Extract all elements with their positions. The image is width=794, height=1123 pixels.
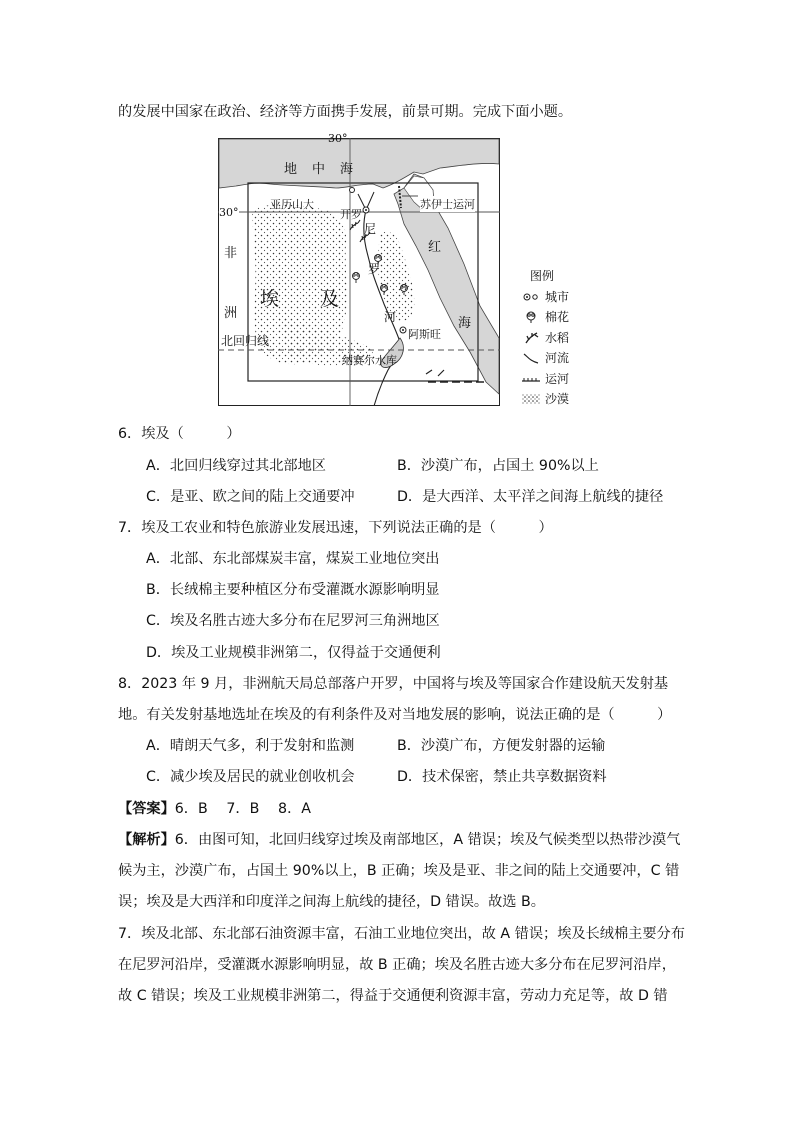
q6-option-a: A．北回归线穿过其北部地区 [146, 458, 326, 474]
map-label-cairo: 开罗 [340, 208, 362, 221]
map-label-africa-1: 非 [224, 246, 238, 261]
legend-label-cotton: 棉花 [545, 310, 570, 324]
map-lat-left: 30° [219, 206, 239, 219]
q7-option-b: B．长绒棉主要种植区分布受灌溉水源影响明显 [146, 582, 440, 598]
cotton-icon [520, 310, 542, 324]
q8-option-d: D．技术保密，禁止共享数据资料 [397, 769, 607, 785]
analysis-line-3: 误；埃及是大西洋和印度洋之间海上航线的捷径，D 错误。故选 B。 [118, 894, 545, 910]
legend-item-canal [520, 369, 569, 390]
q7-option-d: D．埃及工业规模非洲第二，仅得益于交通便利 [146, 645, 441, 661]
map-label-nile-2: 罗 [368, 262, 381, 276]
legend-label-rice: 水稻 [545, 330, 570, 345]
river-icon [520, 351, 542, 365]
analysis-row-1 [118, 830, 680, 850]
map-legend [520, 266, 569, 410]
q7-stem: 7．埃及工农业和特色旅游业发展迅速，下列说法正确的是（ ） [118, 520, 553, 536]
legend-label-desert: 沙漠 [545, 392, 570, 406]
q8-stem-line2: 地。有关发射基地选址在埃及的有利条件及对当地发展的影响，说法正确的是（ ） [118, 707, 672, 723]
q7-option-c: C．埃及名胜古迹大多分布在尼罗河三角洲地区 [146, 613, 440, 629]
answer-text: 6．B 7．B 8．A [174, 801, 311, 817]
legend-item-city [520, 287, 569, 308]
q8-option-a: A．晴朗天气多，利于发射和监测 [146, 738, 355, 754]
legend-title [520, 266, 569, 287]
legend-item-desert [520, 389, 569, 410]
map-label-nile-1: 尼 [364, 222, 377, 236]
map-label-mediterranean-1: 地 [284, 162, 298, 177]
q8-stem-line1: 8．2023 年 9 月，非洲航天局总部落户开罗，中国将与埃及等国家合作建设航天发射基 [118, 676, 669, 692]
map-label-mediterranean-2: 中 [312, 162, 326, 177]
legend-label-canal: 运河 [545, 371, 570, 386]
analysis-line-1: 6．由图可知，北回归线穿过埃及南部地区，A 错误；埃及气候类型以热带沙漠气 [174, 832, 681, 848]
legend-item-rice [520, 328, 569, 349]
map-label-aswan: 阿斯旺 [408, 328, 441, 341]
q8-option-b: B．沙漠广布，方便发射器的运输 [397, 738, 606, 754]
map-label-suez: 苏伊士运河 [420, 198, 475, 211]
map-label-egypt-1: 埃 [260, 288, 280, 310]
answer-row [118, 799, 311, 819]
analysis-line-2: 候为主，沙漠广布，占国土 90%以上，B 正确；埃及是亚、非之间的陆上交通要冲，C 错 [118, 863, 680, 879]
rice-icon [520, 331, 542, 345]
city-cairo-icon [363, 207, 369, 213]
q7-option-a: A．北部、东北部煤炭丰富，煤炭工业地位突出 [146, 551, 440, 567]
legend-title-text: 图例 [530, 269, 555, 283]
map-label-egypt-2: 及 [320, 288, 340, 310]
canal-icon [520, 372, 542, 386]
q8-option-c: C．减少埃及居民的就业创收机会 [146, 769, 355, 785]
analysis-line-4: 7．埃及北部、东北部石油资源丰富，石油工业地位突出，故 A 错误；埃及长绒棉主要分布 [118, 926, 685, 942]
legend-label-river: 河流 [545, 351, 570, 365]
city-alexandria-icon [350, 188, 355, 193]
intro-text: 的发展中国家在政治、经济等方面携手发展，前景可期。完成下面小题。 [118, 104, 573, 120]
map-label-mediterranean-3: 海 [340, 162, 354, 177]
q6-option-c: C．是亚、欧之间的陆上交通要冲 [146, 489, 355, 505]
legend-label-city: 城市 [545, 289, 570, 304]
q6-option-d: D．是大西洋、太平洋之间海上航线的捷径 [397, 489, 664, 505]
analysis-line-5: 在尼罗河沿岸，受灌溉水源影响明显，故 B 正确；埃及名胜古迹大多分布在尼罗河沿岸， [118, 957, 676, 973]
map-label-redsea-1: 红 [428, 240, 442, 255]
map-label-redsea-2: 海 [458, 316, 472, 331]
q6-stem: 6．埃及（ ） [118, 426, 241, 442]
legend-item-cotton [520, 307, 569, 328]
map-label-nasser: 纳赛尔水库 [342, 354, 397, 367]
map-label-tropic: 北回归线 [221, 334, 270, 348]
city-aswan-icon [400, 327, 406, 333]
city-icon [520, 290, 542, 304]
map-lat-top: 30° [328, 132, 348, 145]
map-label-alexandria: 亚历山大 [270, 198, 314, 211]
map-label-africa-2: 洲 [224, 306, 238, 321]
egypt-map [218, 132, 500, 406]
analysis-line-6: 故 C 错误；埃及工业规模非洲第二，得益于交通便利资源丰富，劳动力充足等，故 D 错 [118, 988, 668, 1004]
map-label-nile-3: 河 [384, 310, 397, 324]
desert-icon [520, 392, 542, 406]
answer-label: 【答案】 [118, 801, 175, 817]
q6-option-b: B．沙漠广布，占国土 90%以上 [397, 458, 599, 474]
analysis-label: 【解析】 [118, 832, 175, 848]
legend-item-river [520, 348, 569, 369]
